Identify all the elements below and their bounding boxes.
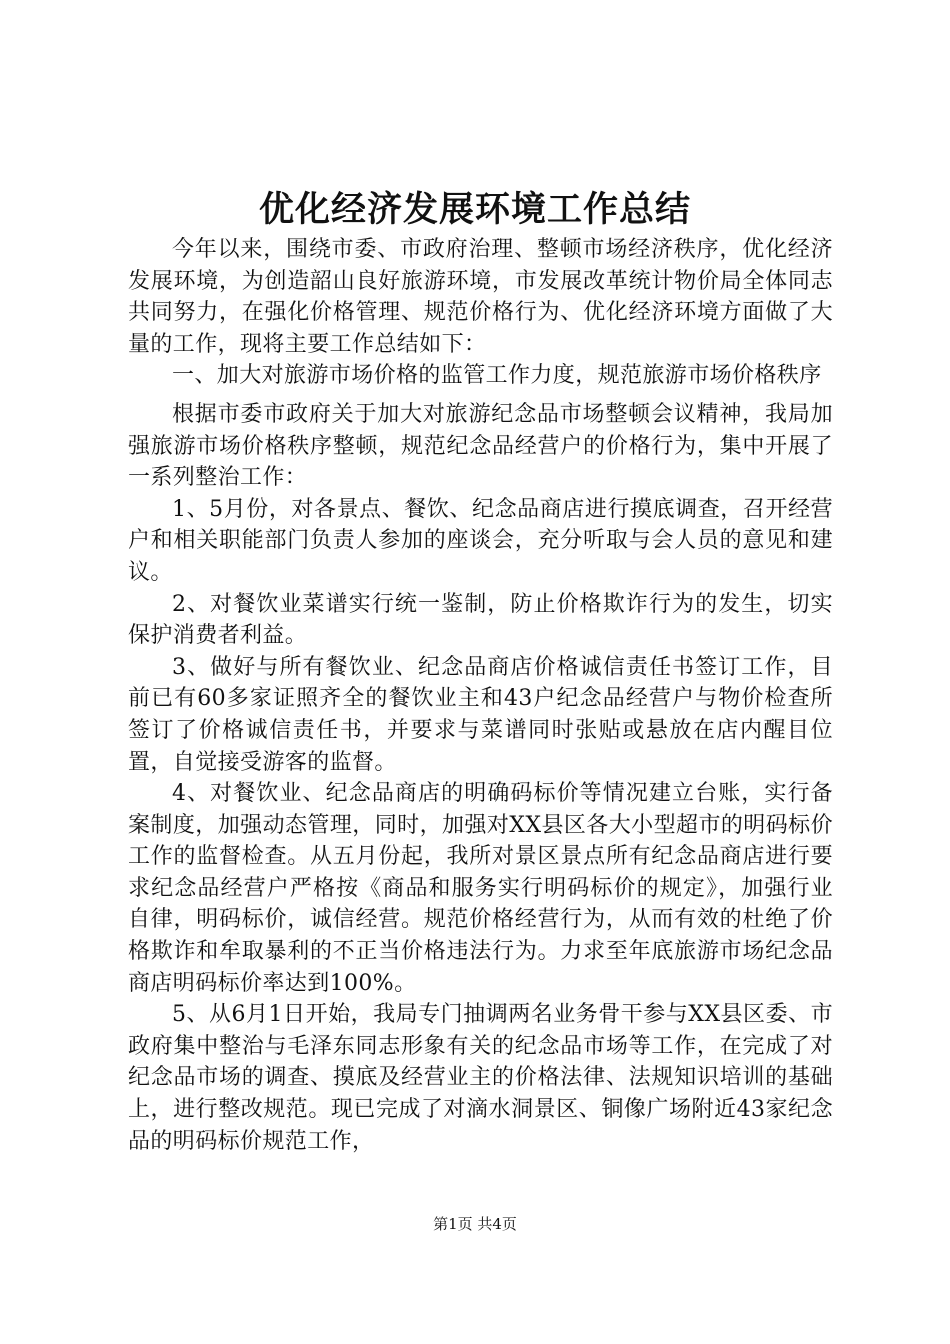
paragraph-item-5: 5、从6月1日开始，我局专门抽调两名业务骨干参与XX县区委、市政府集中整治与毛泽东同志形象有关的纪念品市场等工作，在完成了对纪念品市场的调查、摸底及经营业主的价格法律、法规知识培训的基础上，进行整改规范。现已完成了对滴水洞景区、铜像广场附近43家纪念品的明码标价规范工作， — [128, 1002, 833, 1154]
paragraph-item-3: 3、做好与所有餐饮业、纪念品商店价格诚信责任书签订工作，目前已有60多家证照齐全的餐饮业主和43户纪念品经营户与物价检查所签订了价格诚信责任书，并要求与菜谱同时张贴或悬放在店内醒目位置，自觉接受游客的监督。 — [128, 654, 833, 775]
document-title: 优化经济发展环境工作总结 — [258, 189, 691, 230]
paragraph-item-4: 4、对餐饮业、纪念品商店的明确码标价等情况建立台账，实行备案制度，加强动态管理，同时，加强对XX县区各大小型超市的明码标价工作的监督检查。从五月份起，我所对景区景点所有纪念品商店进行要求纪念品经营户严格按《商品和服务实行明码标价的规定》，加强行业自律，明码标价，诚信经营。规范价格经营行为，从而有效的杜绝了价格欺诈和牟取暴利的不正当价格违法行为。力求至年底旅游市场纪念品商店明码标价率达到100%。 — [128, 781, 833, 996]
paragraph-item-1: 1、5月份，对各景点、餐饮、纪念品商店进行摸底调查，召开经营户和相关职能部门负责人参加的座谈会，充分听取与会人员的意见和建议。 — [128, 496, 833, 585]
document-body — [128, 234, 833, 1157]
paragraph-basis: 根据市委市政府关于加大对旅游纪念品市场整顿会议精神，我局加强旅游市场价格秩序整顿，规范纪念品经营户的价格行为，集中开展了一系列整治工作： — [128, 401, 833, 491]
page-footer: 第1页 共4页 — [433, 1215, 517, 1233]
paragraph-item-2: 2、对餐饮业菜谱实行统一鉴制，防止价格欺诈行为的发生，切实保护消费者利益。 — [128, 591, 833, 649]
paragraph-intro: 今年以来，围绕市委、市政府治理、整顿市场经济秩序，优化经济发展环境，为创造韶山良好旅游环境，市发展改革统计物价局全体同志共同努力，在强化价格管理、规范价格行为、优化经济环境方面做了大量的工作，现将主要工作总结如下： — [128, 237, 833, 357]
section-heading-1: 一、加大对旅游市场价格的监管工作力度，规范旅游市场价格秩序 — [172, 363, 822, 389]
